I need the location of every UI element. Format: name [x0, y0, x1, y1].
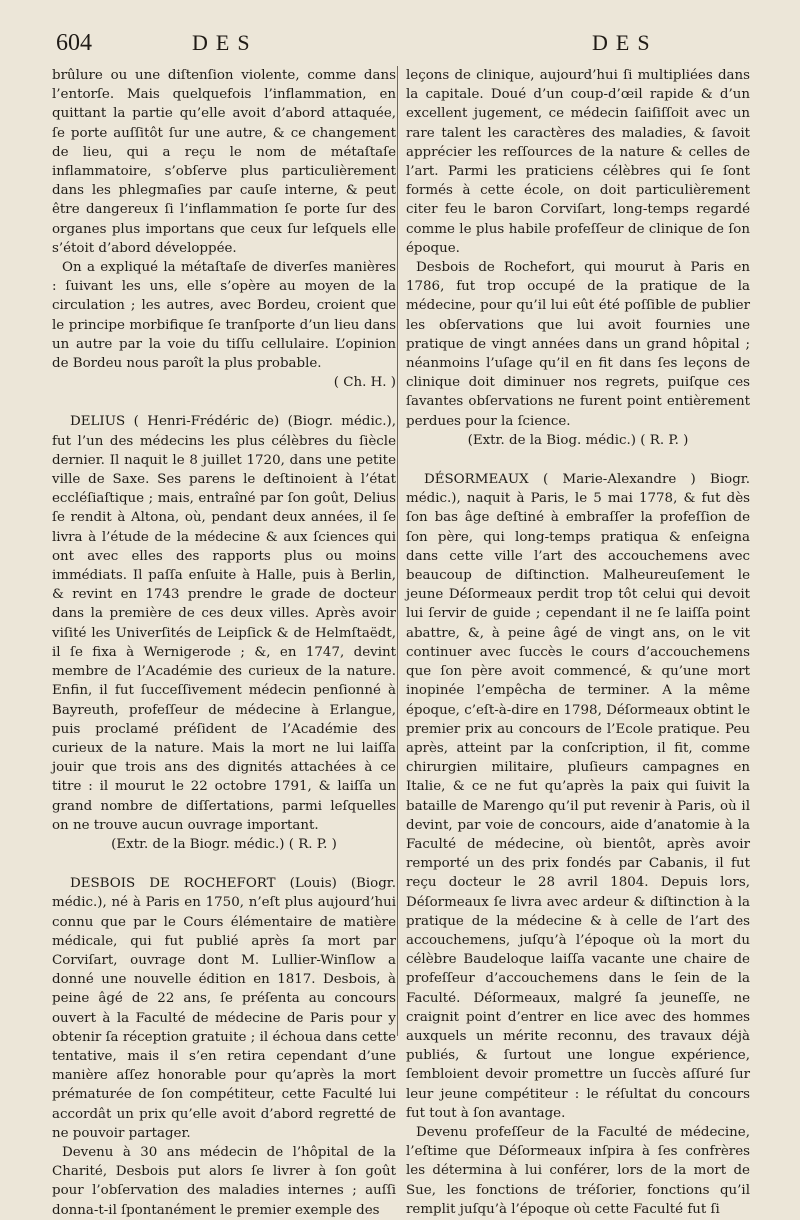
column-divider	[397, 66, 398, 1036]
paragraph: Desbois de Rochefort, qui mourut à Paris en 1786, fut trop occupé de la pratique de la médecine, pour qu’il lui eût été poſſible de publier les obſervations que lui avoit fournies une pratique de vingt années dans un grand hôpital ; néanmoins l’uſage qu’il en fit dans ſes leçons de clinique doit diminuer nos regrets, puiſque ces ſavantes obſervations ne furent point entièrement perdues pour la ſcience.	[406, 260, 750, 429]
paragraph: Devenu à 30 ans médecin de l’hôpital de la Charité, Desbois put alors ſe livrer à ſon goût pour l’obſervation des maladies internes ; auſſi donna-t-il ſpontanément le premier exemple des	[52, 1144, 396, 1218]
paragraph: brûlure ou une diſtenſion violente, comme dans l’entorſe. Mais quelquefois l’inflammation, en quittant la partie qu’elle avoit d’abord attaquée, ſe porte auſſitôt ſur une autre, & ce changement de lieu, qui a reçu le nom de métaſtaſe inflammatoire, s’obſerve plus particulièrement dans les phlegmaſies par cauſe interne, & peut être dangereux ſi l’inflammation ſe porte ſur des organes plus importans que ceux ſur leſquels elle s’étoit d’abord développée.	[52, 68, 396, 256]
page-header	[52, 30, 764, 66]
page-number: 604	[56, 30, 92, 56]
paragraph: On a expliqué la métaſtaſe de diverſes manières : ſuivant les uns, elle s’opère au moyen de la circulation ; les autres, avec Bordeu, croient que le principe morbifique ſe tranſporte d’un lieu dans un autre par la voie du tiſſu cellulaire. L’opinion de Bordeu nous paroît la plus probable.	[52, 260, 396, 372]
running-head-left: DES	[192, 30, 258, 55]
entry-desbois-de-rochefort: DESBOIS DE ROCHEFORT (Louis) (Biogr. médic.), né à Paris en 1750, n’eſt plus aujourd’hui connu que par le Cours élémentaire de matière médicale, qui fut publié après ſa mort par Corviſart, ouvrage dont M. Lullier-Winſlow a donné une nouvelle édition en 1817. Desbois, à peine âgé de 22 ans, ſe préſenta au concours ouvert à la Faculté de médecine de Paris pour y obtenir ſa réception gratuite ; il échoua dans cette tentative, mais il s’en retira cependant d’une manière aſſez honorable pour qu’après la mort prématurée de ſon compétiteur, cette Faculté lui accordât un prix qu’elle avoit d’abord regretté de ne pouvoir partager.	[52, 876, 396, 1141]
entry-desormeaux: DÉSORMEAUX ( Marie-Alexandre ) Biogr. médic.), naquit à Paris, le 5 mai 1778, & fut dès ſon bas âge deſtiné à embraſſer la profeſſion de ſon père, qui long-temps pratiqua & enſeigna dans cette ville l’art des accouchemens avec beaucoup de diſtinction. Malheureuſement le jeune Déſormeaux perdit trop tôt celui qui devoit lui ſervir de guide ; cependant il ne ſe laiſſa point abattre, &, à peine âgé de vingt ans, on le vit continuer avec ſuccès le cours d’accouchemens que ſon père avoit commencé, & qu’une mort inopinée l’empêcha de terminer. A la même époque, c’eſt-à-dire en 1798, Déſormeaux obtint le premier prix au concours de l’Ecole pratique. Peu après, atteint par la conſcription, il fit, comme chirurgien militaire, pluſieurs campagnes en Italie, & ce ne fut qu’après la paix qui ſuivit la bataille de Marengo qu’il put revenir à Paris, où il devint, par voie de concours, aide d’anatomie à la Faculté de médecine, où bientôt, après avoir remporté un des prix fondés par Cabanis, il fut reçu docteur le 28 avril 1804. Depuis lors, Déſormeaux ſe livra avec ardeur & diſtinction à la pratique de la médecine & à celle de l’art des accouchemens, juſqu’à l’époque où la mort du célèbre Baudeloque laiſſa vacante une chaire de profeſſeur d’accouchemens dans le ſein de la Faculté. Déſormeaux, malgré ſa jeuneſſe, ne craignit point d’entrer en lice avec des hommes auxquels un mérite reconnu, des travaux déjà publiés, & ſurtout une longue expérience, ſembloient devoir promettre un ſuccès aſſuré ſur leur jeune compétiteur : le réſultat du concours fut tout à ſon avantage.	[406, 472, 750, 1121]
paragraph: Devenu profeſſeur de la Faculté de médecine, l’eſtime que Déſormeaux inſpira à ſes confrères les détermina à lui conférer, lors de la mort de Sue, les fonctions de tréſorier, fonctions qu’il remplit juſqu’à l’époque où cette Faculté fut ſi	[406, 1124, 750, 1217]
source-signature: (Extr. de la Biog. médic.) ( R. P. )	[467, 432, 689, 448]
text-columns	[52, 66, 764, 1220]
running-head-right: DES	[592, 30, 658, 55]
source-signature: (Extr. de la Biogr. médic.) ( R. P. )	[111, 836, 337, 852]
author-signature: ( Ch. H. )	[333, 375, 396, 391]
right-column	[406, 66, 750, 1220]
entry-delius: DELIUS ( Henri-Frédéric de) (Biogr. médic.), fut l’un des médecins les plus célèbres du ſiècle dernier. Il naquit le 8 juillet 1720, dans une petite ville de Saxe. Ses parens le deſtinoient à l’état eccléſiaſtique ; mais, entraîné par ſon goût, Delius ſe rendit à Altona, où, pendant deux années, il ſe livra à l’étude de la médecine & aux ſciences qui ont avec elles des rapports plus ou moins immédiats. Il paſſa enſuite à Halle, puis à Berlin, & revint en 1743 prendre le grade de docteur dans la première de ces deux villes. Après avoir viſité les Univerſités de Leipſick & de Helmſtaëdt, il ſe fixa à Wernigerode ; &, en 1747, devint membre de l’Académie des curieux de la nature. Enfin, il fut ſucceſſivement médecin penſionné à Bayreuth, profeſſeur de médecine à Erlangue, puis proclamé préſident de l’Académie des curieux de la nature. Mais la mort ne lui laiſſa jouir que trois ans des dignités attachées à ce titre : il mourut le 22 octobre 1791, & laiſſa un grand nombre de diſſertations, parmi leſquelles on ne trouve aucun ouvrage important.	[52, 414, 396, 833]
left-column	[52, 66, 396, 1220]
paragraph: leçons de clinique, aujourd’hui ſi multipliées dans la capitale. Doué d’un coup-d’œil rapide & d’un excellent jugement, ce médecin ſaiſiſſoit avec un rare talent les caractères des maladies, & ſavoit apprécier les reſſources de la nature & celles de l’art. Parmi les praticiens célèbres qui ſe ſont formés à cette école, on doit particulièrement citer feu le baron Corviſart, long-temps regardé comme le plus habile profeſſeur de clinique de ſon époque.	[406, 68, 750, 256]
